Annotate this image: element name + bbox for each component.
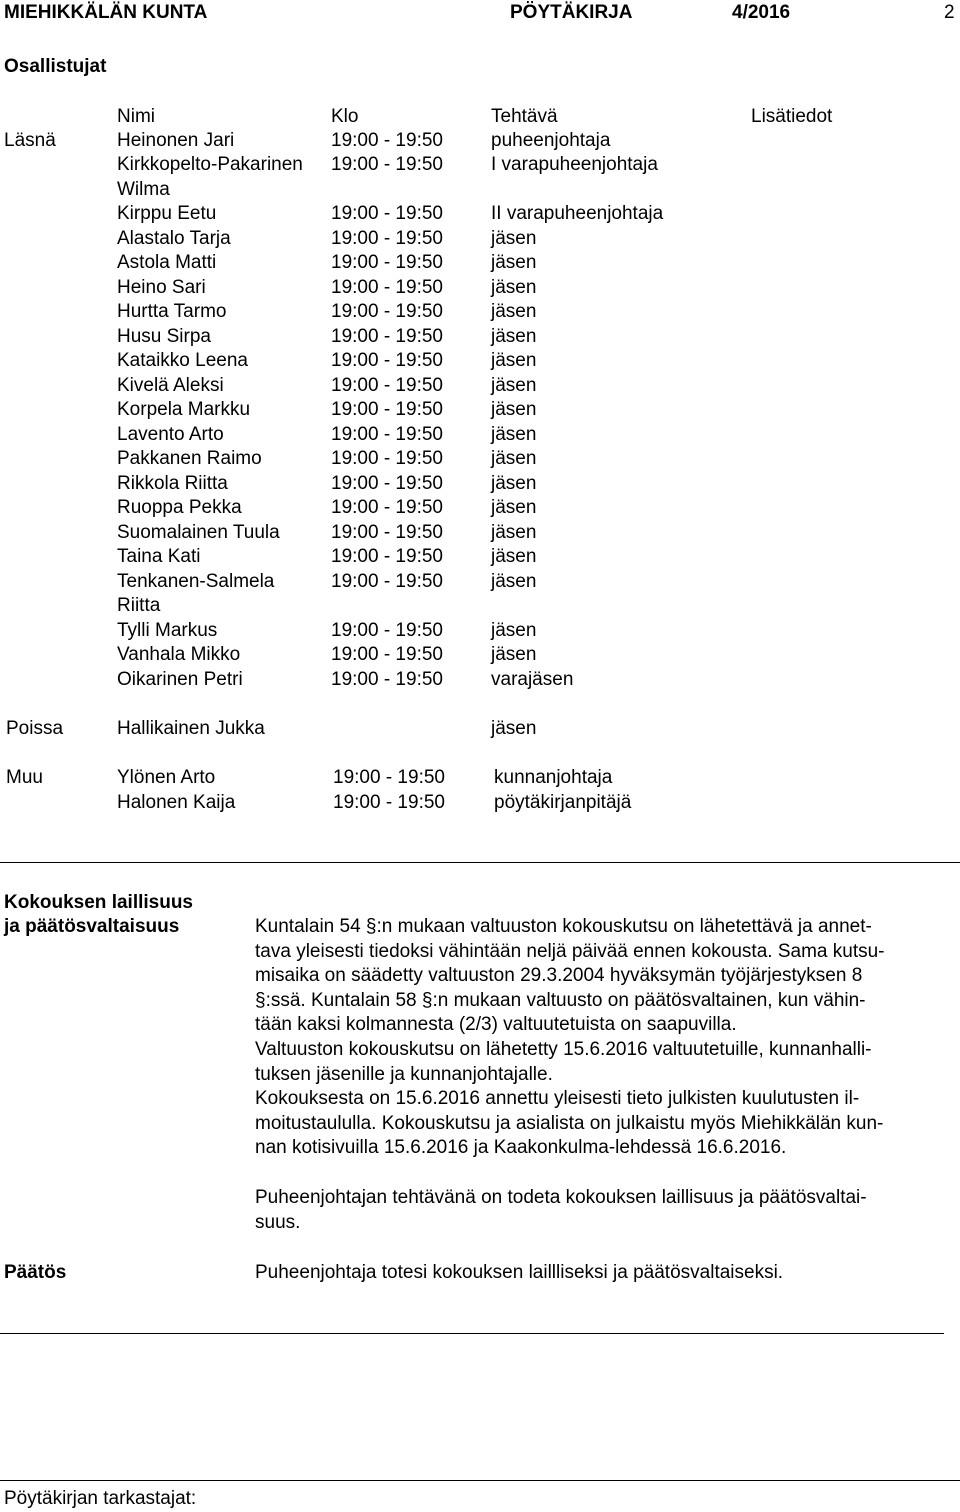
participant-role: jäsen [491,375,537,396]
participant-time: 19:00 - 19:50 [331,669,443,690]
participant-role: jäsen [491,546,537,567]
participant-name-continued: Wilma [117,179,170,200]
page-number: 2 [944,2,955,23]
column-header-name: Nimi [117,106,155,127]
participant-name: Lavento Arto [117,424,224,445]
participant-time: 19:00 - 19:50 [331,522,443,543]
participant-time: 19:00 - 19:50 [333,767,445,788]
participant-time: 19:00 - 19:50 [331,326,443,347]
participant-time: 19:00 - 19:50 [331,497,443,518]
participant-time: 19:00 - 19:50 [331,277,443,298]
participant-time: 19:00 - 19:50 [331,130,443,151]
present-label: Läsnä [4,130,56,151]
participant-role: jäsen [491,448,537,469]
participant-name: Kataikko Leena [117,350,248,371]
chair-proposal [255,1186,955,1235]
column-header-notes: Lisätiedot [751,106,833,127]
participant-name: Ylönen Arto [117,767,216,788]
document-number: 4/2016 [732,2,791,23]
body-line: §:ssä. Kuntalain 58 §:n mukaan valtuusto on päätösvaltainen, kun vähin- [255,989,866,1011]
participant-name: Kirppu Eetu [117,203,217,224]
participant-name: Hurtta Tarmo [117,301,227,322]
participant-name: Hallikainen Jukka [117,718,265,739]
participant-role: pöytäkirjanpitäjä [494,792,632,813]
municipality-name: MIEHIKKÄLÄN KUNTA [4,2,208,23]
participant-name: Pakkanen Raimo [117,448,262,469]
participant-name: Heinonen Jari [117,130,235,151]
body-line: Kokouksesta on 15.6.2016 annettu yleisesti tieto julkisten kuulutusten il- [255,1088,860,1110]
column-header-time: Klo [331,106,359,127]
participant-time: 19:00 - 19:50 [331,228,443,249]
participant-name: Oikarinen Petri [117,669,243,690]
legality-body [255,915,955,1161]
participant-name: Tenkanen-Salmela [117,571,275,592]
participant-name: Astola Matti [117,252,217,273]
column-header-role: Tehtävä [491,106,558,127]
section-divider [0,862,960,863]
participant-time: 19:00 - 19:50 [331,252,443,273]
participant-name: Kirkkopelto-Pakarinen [117,154,303,175]
participant-role: jäsen [491,473,537,494]
participant-role: jäsen [491,252,537,273]
body-line: tava yleisesti tiedoksi vähintään neljä päivää ennen kokousta. Sama kutsu- [255,940,885,962]
participant-name: Kivelä Aleksi [117,375,224,396]
participant-name: Korpela Markku [117,399,251,420]
participant-role: jäsen [491,301,537,322]
participant-name: Alastalo Tarja [117,228,231,249]
participant-role: jäsen [491,522,537,543]
body-line: Valtuuston kokouskutsu on lähetetty 15.6.2016 valtuutetuille, kunnanhalli- [255,1038,872,1060]
participant-role: I varapuheenjohtaja [491,154,658,175]
participant-name: Suomalainen Tuula [117,522,280,543]
participant-name: Ruoppa Pekka [117,497,242,518]
participant-time: 19:00 - 19:50 [331,448,443,469]
participant-role: jäsen [491,644,537,665]
body-line: Kuntalain 54 §:n mukaan valtuuston kokouskutsu on lähetettävä ja annet- [255,916,872,937]
decision-text: Puheenjohtaja totesi kokouksen laillliseksi ja päätösvaltaiseksi. [255,1262,784,1283]
participant-role: puheenjohtaja [491,130,611,151]
participant-role: jäsen [491,399,537,420]
participant-time: 19:00 - 19:50 [331,473,443,494]
participant-name: Heino Sari [117,277,206,298]
participant-role: jäsen [491,424,537,445]
proposal-line: Puheenjohtajan tehtävänä on todeta kokouksen laillisuus ja päätösvaltai- [255,1187,867,1208]
participant-role: jäsen [491,571,537,592]
participant-name: Rikkola Riitta [117,473,228,494]
decision-divider [0,1333,944,1334]
legality-heading-line2: ja päätösvaltaisuus [4,916,180,937]
minutes-reviewers-label: Pöytäkirjan tarkastajat: [4,1488,197,1509]
participant-role: kunnanjohtaja [494,767,613,788]
participant-name: Vanhala Mikko [117,644,241,665]
participant-role: jäsen [491,277,537,298]
body-line: misaika on säädetty valtuuston 29.3.2004 hyväksymän työjärjestyksen 8 [255,965,863,987]
footer-divider [0,1480,960,1481]
participant-role: varajäsen [491,669,574,690]
participant-time: 19:00 - 19:50 [331,620,443,641]
legality-heading-line1: Kokouksen laillisuus [4,892,193,913]
body-line: nan kotisivuilla 15.6.2016 ja Kaakonkulma-lehdessä 16.6.2016. [255,1137,787,1159]
participant-time: 19:00 - 19:50 [331,301,443,322]
participant-role: jäsen [491,350,537,371]
participant-time: 19:00 - 19:50 [331,644,443,665]
absent-label: Poissa [6,718,64,739]
participant-time: 19:00 - 19:50 [331,154,443,175]
decision-label: Päätös [4,1262,67,1283]
participant-time: 19:00 - 19:50 [331,424,443,445]
participant-role: jäsen [491,620,537,641]
participant-name: Taina Kati [117,546,201,567]
participant-name-continued: Riitta [117,595,161,616]
participant-time: 19:00 - 19:50 [331,350,443,371]
body-line: tuksen jäsenille ja kunnanjohtajalle. [255,1063,553,1085]
participant-role: jäsen [491,326,537,347]
participant-name: Halonen Kaija [117,792,236,813]
body-line: moitustaululla. Kokouskutsu ja asialista on julkaistu myös Miehikkälän kun- [255,1112,884,1134]
participant-name: Husu Sirpa [117,326,211,347]
participant-role: jäsen [491,718,537,739]
participant-role: II varapuheenjohtaja [491,203,664,224]
other-label: Muu [6,767,43,788]
participant-time: 19:00 - 19:50 [331,571,443,592]
participant-time: 19:00 - 19:50 [331,203,443,224]
participant-time: 19:00 - 19:50 [333,792,445,813]
participant-time: 19:00 - 19:50 [331,375,443,396]
participant-role: jäsen [491,228,537,249]
document-type: PÖYTÄKIRJA [510,2,633,23]
participant-time: 19:00 - 19:50 [331,399,443,420]
proposal-line: suus. [255,1211,301,1233]
participant-time: 19:00 - 19:50 [331,546,443,567]
section-title-participants: Osallistujat [4,56,107,77]
participant-role: jäsen [491,497,537,518]
participant-name: Tylli Markus [117,620,218,641]
body-line: tään kaksi kolmannesta (2/3) valtuutetuista on saapuvilla. [255,1014,737,1036]
